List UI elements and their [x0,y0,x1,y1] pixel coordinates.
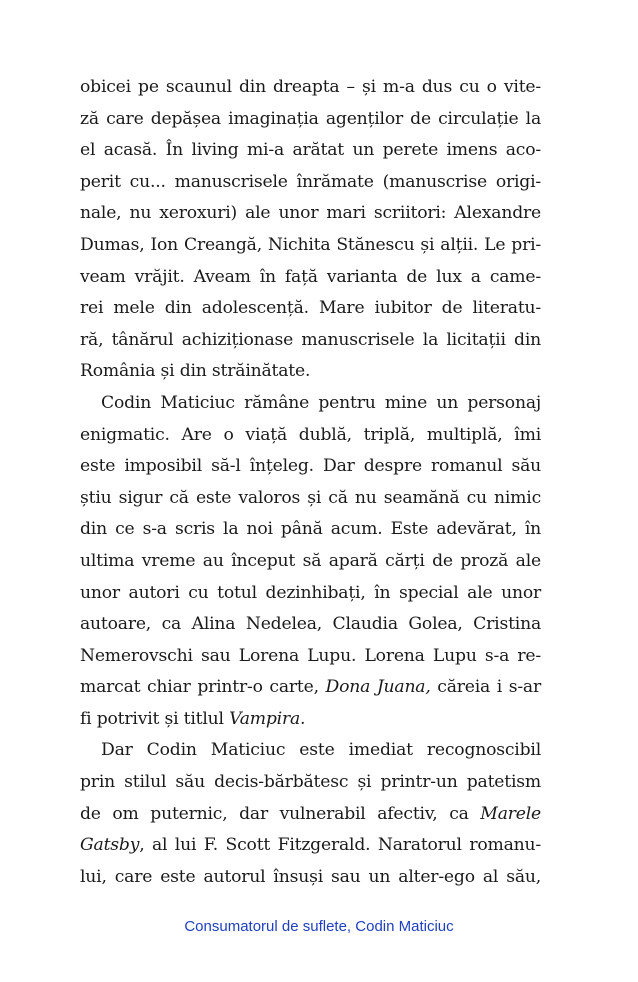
text-line: el acasă. În living mi-a arătat un perete imens aco- [80,140,541,161]
text-line [80,672,541,704]
text-line: Dumas, Ion Creangă, Nichita Stănescu și alții. Le pri- [80,234,541,255]
footer-title: Consumatorul de suflete, Codin Maticiuc [184,918,454,935]
text-line: rei mele din adolescență. Mare iubitor de literatu- [80,298,541,319]
text-run: fi potrivit și titlul [80,708,230,729]
text-line: perit cu... manuscrisele înrămate (manuscrise origi- [80,171,541,192]
text-line: Dar Codin Maticiuc este imediat recognoscibil [101,740,541,761]
text-line: enigmatic. Are o viață dublă, triplă, multiplă, îmi [80,424,541,445]
text-line: lui, care este autorul însuși sau un alter-ego al său, [80,866,541,887]
text-line: știu sigur că este valoros și că nu seamănă cu nimic [80,487,541,508]
text-line: prin stilul său decis-bărbătesc și printr-un patetism [80,772,541,793]
text-run: căreia i s-ar [430,677,541,698]
book-title-italic: Vampira. [229,708,306,729]
text-line: ră, tânărul achiziționase manuscrisele la licitații din [80,329,541,350]
text-line [80,799,541,831]
text-line [80,704,541,736]
body-text [80,72,541,893]
book-title-italic: Marele [480,803,541,824]
text-line: unor autori cu totul dezinhibați, în special ale unor [80,582,541,603]
text-line: ză care depășea imaginația agenților de circulație la [80,108,541,129]
text-line: obicei pe scaunul din dreapta – și m-a dus cu o vite- [80,77,541,97]
page-footer [0,918,638,935]
text-line: veam vrăjit. Aveam în față varianta de lux a came- [80,266,541,287]
text-run: de om puternic, dar vulnerabil afectiv, ca [80,803,481,824]
text-run: , al lui F. Scott Fitzgerald. Naratorul romanu- [139,835,541,856]
book-title-italic: Dona Juana, [325,677,431,698]
text-line [80,830,541,862]
text-line: România și din străinătate. [80,361,311,382]
text-line: Nemerovschi sau Lorena Lupu. Lorena Lupu s-a re- [80,645,541,666]
book-title-italic: Gatsby [80,835,140,856]
text-line: este imposibil să-l înțeleg. Dar despre romanul său [80,456,541,477]
text-line: nale, nu xeroxuri) ale unor mari scriitori: Alexandre [80,203,541,224]
text-line: din ce s-a scris la noi până acum. Este adevărat, în [80,519,541,540]
text-line: ultima vreme au început să apară cărți de proză ale [80,550,541,571]
text-run: marcat chiar printr-o carte, [80,677,326,698]
text-line: autoare, ca Alina Nedelea, Claudia Golea, Cristina [80,614,541,635]
text-line: Codin Maticiuc rămâne pentru mine un personaj [101,392,541,413]
